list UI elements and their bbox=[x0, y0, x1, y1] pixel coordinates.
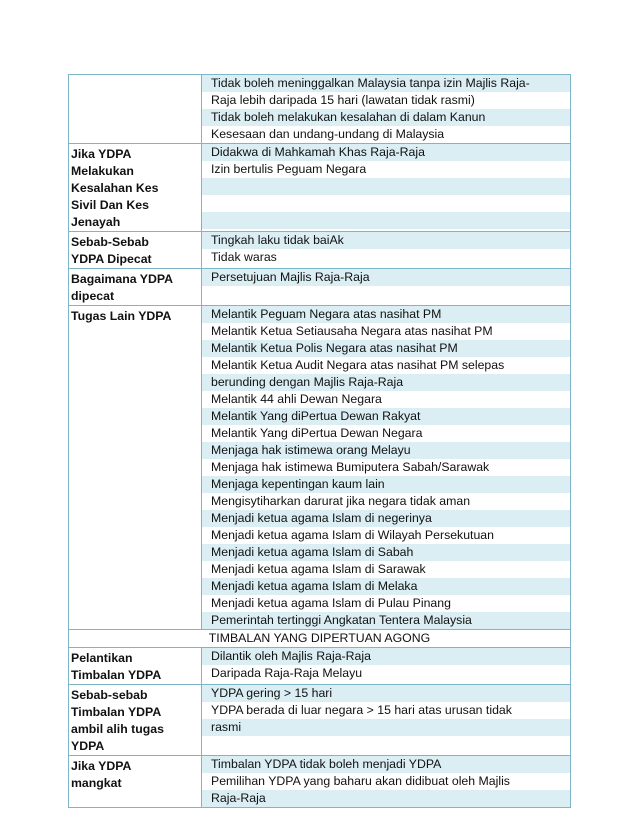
section-row bbox=[69, 630, 571, 648]
content-line: Tidak boleh melakukan kesalahan di dalam Kanun bbox=[202, 109, 570, 126]
table-row bbox=[69, 648, 571, 685]
row-heading-line: Melakukan bbox=[71, 164, 134, 178]
row-content bbox=[202, 269, 571, 306]
table-row bbox=[69, 144, 571, 232]
content-line: Menjadi ketua agama Islam di Sabah bbox=[202, 544, 570, 561]
row-heading-line: mangkat bbox=[71, 776, 122, 790]
row-heading-line: Pelantikan bbox=[71, 651, 133, 665]
row-heading bbox=[69, 75, 202, 144]
content-line: Menjadi ketua agama Islam di Pulau Pinang bbox=[202, 595, 570, 612]
content-line: Didakwa di Mahkamah Khas Raja-Raja bbox=[202, 144, 570, 161]
content-line: Daripada Raja-Raja Melayu bbox=[202, 665, 570, 682]
row-heading-line: Tugas Lain YDPA bbox=[71, 309, 172, 323]
row-heading bbox=[69, 306, 202, 630]
content-line: Menjadi ketua agama Islam di negerinya bbox=[202, 510, 570, 527]
row-heading bbox=[69, 648, 202, 685]
row-heading-line: ambil alih tugas bbox=[71, 722, 164, 736]
content-line: Melantik Yang diPertua Dewan Rakyat bbox=[202, 408, 570, 425]
table-section-ydpa bbox=[69, 75, 571, 630]
row-content bbox=[202, 648, 571, 685]
table-row bbox=[69, 685, 571, 756]
content-line: Kesesaan dan undang-undang di Malaysia bbox=[202, 126, 570, 143]
row-heading-line: dipecat bbox=[71, 289, 115, 303]
content-line: Tidak waras bbox=[202, 249, 570, 266]
document-table bbox=[68, 74, 571, 808]
row-heading bbox=[69, 685, 202, 756]
row-heading-line: Sivil Dan Kes bbox=[71, 198, 149, 212]
content-line bbox=[202, 736, 570, 753]
row-content bbox=[202, 232, 571, 269]
row-heading-line: Kesalahan Kes bbox=[71, 181, 159, 195]
row-content bbox=[202, 756, 571, 808]
row-heading-line: Jika YDPA bbox=[71, 147, 132, 161]
table-row bbox=[69, 75, 571, 144]
row-heading-line: YDPA Dipecat bbox=[71, 252, 152, 266]
row-heading-line: Timbalan YDPA bbox=[71, 668, 162, 682]
table-section-divider bbox=[69, 630, 571, 648]
content-line: Menjaga hak istimewa orang Melayu bbox=[202, 442, 570, 459]
row-heading-line: Jika YDPA bbox=[71, 759, 132, 773]
content-line bbox=[202, 195, 570, 212]
content-line: Timbalan YDPA tidak boleh menjadi YDPA bbox=[202, 756, 570, 773]
row-heading bbox=[69, 232, 202, 269]
table-section-timbalan bbox=[69, 648, 571, 808]
content-line: Mengisytiharkan darurat jika negara tidak aman bbox=[202, 493, 570, 510]
row-heading bbox=[69, 144, 202, 232]
content-line: YDPA berada di luar negara > 15 hari atas urusan tidak bbox=[202, 702, 570, 719]
content-line bbox=[202, 178, 570, 195]
row-heading-line: YDPA bbox=[71, 739, 105, 753]
content-line: Melantik Ketua Audit Negara atas nasihat PM selepas bbox=[202, 357, 570, 374]
section-title: TIMBALAN YANG DIPERTUAN AGONG bbox=[69, 630, 571, 648]
row-content bbox=[202, 144, 571, 232]
content-line: Izin bertulis Peguam Negara bbox=[202, 161, 570, 178]
content-line: Menjaga kepentingan kaum lain bbox=[202, 476, 570, 493]
row-content bbox=[202, 75, 571, 144]
content-line: Melantik Yang diPertua Dewan Negara bbox=[202, 425, 570, 442]
content-line: Melantik Peguam Negara atas nasihat PM bbox=[202, 306, 570, 323]
row-heading-line: Jenayah bbox=[71, 215, 121, 229]
content-line: Tidak boleh meninggalkan Malaysia tanpa izin Majlis Raja- bbox=[202, 75, 570, 92]
content-line: Menjadi ketua agama Islam di Wilayah Persekutuan bbox=[202, 527, 570, 544]
row-heading bbox=[69, 756, 202, 808]
content-line: Menjaga hak istimewa Bumiputera Sabah/Sarawak bbox=[202, 459, 570, 476]
content-line: Melantik 44 ahli Dewan Negara bbox=[202, 391, 570, 408]
table-row bbox=[69, 306, 571, 630]
row-heading-line: Bagaimana YDPA bbox=[71, 272, 174, 286]
row-heading-line: Sebab-Sebab bbox=[71, 235, 149, 249]
content-line: Pemilihan YDPA yang baharu akan didibuat oleh Majlis bbox=[202, 773, 570, 790]
content-line: Dilantik oleh Majlis Raja-Raja bbox=[202, 648, 570, 665]
content-line bbox=[202, 286, 570, 303]
content-line: Persetujuan Majlis Raja-Raja bbox=[202, 269, 570, 286]
table-row bbox=[69, 756, 571, 808]
row-content bbox=[202, 306, 571, 630]
content-line: Melantik Ketua Polis Negara atas nasihat PM bbox=[202, 340, 570, 357]
content-line: Raja lebih daripada 15 hari (lawatan tidak rasmi) bbox=[202, 92, 570, 109]
row-heading-line: Timbalan YDPA bbox=[71, 705, 162, 719]
row-heading bbox=[69, 269, 202, 306]
content-line: rasmi bbox=[202, 719, 570, 736]
content-line: Pemerintah tertinggi Angkatan Tentera Malaysia bbox=[202, 612, 570, 629]
content-line bbox=[202, 212, 570, 229]
content-line: Tingkah laku tidak baiAk bbox=[202, 232, 570, 249]
row-content bbox=[202, 685, 571, 756]
content-line: YDPA gering > 15 hari bbox=[202, 685, 570, 702]
table-row bbox=[69, 232, 571, 269]
content-line: Menjadi ketua agama Islam di Sarawak bbox=[202, 561, 570, 578]
content-line: berunding dengan Majlis Raja-Raja bbox=[202, 374, 570, 391]
table-row bbox=[69, 269, 571, 306]
content-line: Melantik Ketua Setiausaha Negara atas nasihat PM bbox=[202, 323, 570, 340]
content-line: Menjadi ketua agama Islam di Melaka bbox=[202, 578, 570, 595]
content-line: Raja-Raja bbox=[202, 790, 570, 807]
row-heading-line: Sebab-sebab bbox=[71, 688, 148, 702]
